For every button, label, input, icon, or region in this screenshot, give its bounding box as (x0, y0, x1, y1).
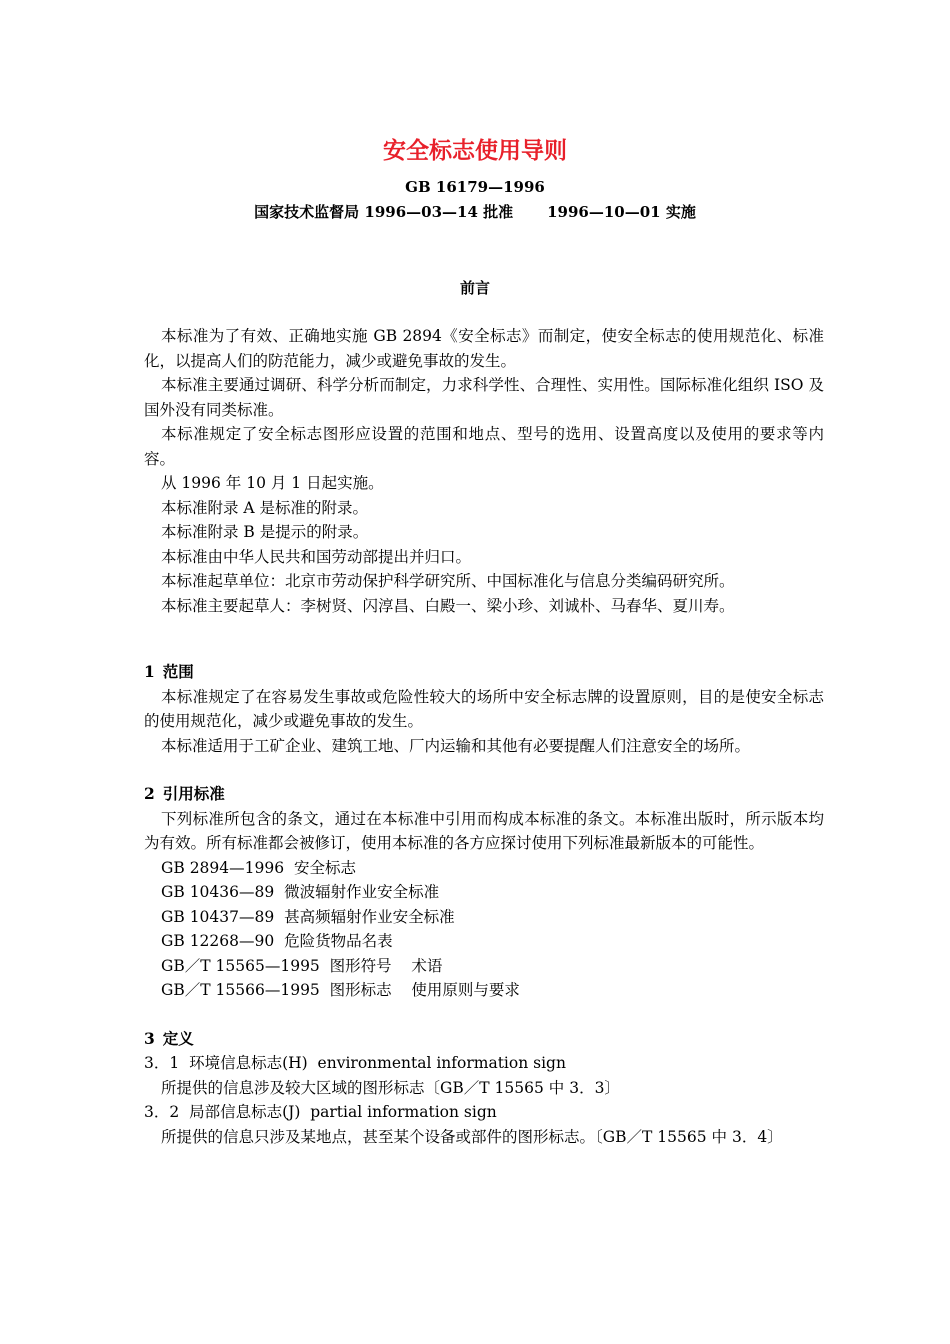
definition-title: 3．2 局部信息标志(J) partial information sign (144, 1103, 497, 1121)
reference-item: GB 10437—89 甚高频辐射作业安全标准 (161, 907, 455, 926)
definition-text: 所提供的信息涉及较大区域的图形标志〔GB／T 15565 中 3．3〕 (161, 1078, 620, 1097)
standard-number: GB 16179—1996 (405, 178, 545, 196)
section-references (144, 782, 824, 1003)
section-definitions (144, 1027, 824, 1150)
approval-date: 国家技术监督局 1996—03—14 批准 (254, 203, 514, 221)
section-number: 3 (144, 1028, 155, 1048)
foreword-paragraph: 本标准主要通过调研、科学分析而制定，力求科学性、合理性、实用性。国际标准化组织 ISO 及国外没有同类标准。 (144, 376, 824, 419)
foreword-paragraph: 本标准起草单位：北京市劳动保护科学研究所、中国标准化与信息分类编码研究所。 (161, 572, 735, 590)
definition-title: 3．1 环境信息标志(H) environmental information sign (144, 1054, 566, 1072)
section-heading (144, 1027, 824, 1052)
foreword-paragraph: 本标准主要起草人：李树贤、闪淳昌、白殿一、梁小珍、刘诚朴、马春华、夏川寿。 (161, 596, 735, 615)
foreword-paragraph: 本标准为了有效、正确地实施 GB 2894《安全标志》而制定，使安全标志的使用规范化、标准化，以提高人们的防范能力，减少或避免事故的发生。 (144, 327, 824, 370)
foreword-section (144, 324, 824, 618)
document-body (144, 324, 824, 1149)
definition-text: 所提供的信息只涉及某地点，甚至某个设备或部件的图形标志。〔GB／T 15565 中 3．4〕 (161, 1127, 783, 1146)
reference-item: GB／T 15566—1995 图形标志 使用原则与要求 (161, 981, 520, 999)
reference-item: GB 10436—89 微波辐射作业安全标准 (161, 883, 440, 901)
reference-item: GB 2894—1996 安全标志 (161, 858, 356, 877)
section-title: 引用标准 (162, 784, 225, 803)
foreword-paragraph: 本标准由中华人民共和国劳动部提出并归口。 (161, 547, 472, 566)
section-title: 定义 (162, 1028, 194, 1048)
reference-item: GB／T 15565—1995 图形符号 术语 (161, 956, 443, 975)
effective-date: 1996—10—01 实施 (547, 203, 696, 221)
foreword-paragraph: 本标准附录 B 是提示的附录。 (161, 523, 369, 541)
section-title: 范围 (162, 662, 194, 681)
section-paragraph: 下列标准所包含的条文，通过在本标准中引用而构成本标准的条文。本标准出版时，所示版本均为有效。所有标准都会被修订，使用本标准的各方应探讨使用下列标准最新版本的可能性。 (144, 809, 824, 852)
section-number: 1 (144, 662, 155, 681)
section-paragraph: 本标准适用于工矿企业、建筑工地、厂内运输和其他有必要提醒人们注意安全的场所。 (161, 736, 751, 755)
section-scope (144, 660, 824, 758)
section-heading (144, 782, 824, 807)
section-paragraph: 本标准规定了在容易发生事故或危险性较大的场所中安全标志牌的设置原则，目的是使安全标志的使用规范化，减少或避免事故的发生。 (144, 687, 824, 730)
foreword-paragraph: 本标准规定了安全标志图形应设置的范围和地点、型号的选用、设置高度以及使用的要求等内容。 (144, 425, 824, 468)
approval-line (0, 202, 950, 222)
reference-item: GB 12268—90 危险货物品名表 (161, 932, 393, 950)
section-number: 2 (144, 784, 155, 803)
section-heading (144, 660, 824, 685)
foreword-paragraph: 从 1996 年 10 月 1 日起实施。 (161, 474, 384, 492)
foreword-heading: 前言 (459, 279, 490, 297)
document-title: 安全标志使用导则 (383, 138, 567, 164)
foreword-paragraph: 本标准附录 A 是标准的附录。 (161, 498, 369, 517)
